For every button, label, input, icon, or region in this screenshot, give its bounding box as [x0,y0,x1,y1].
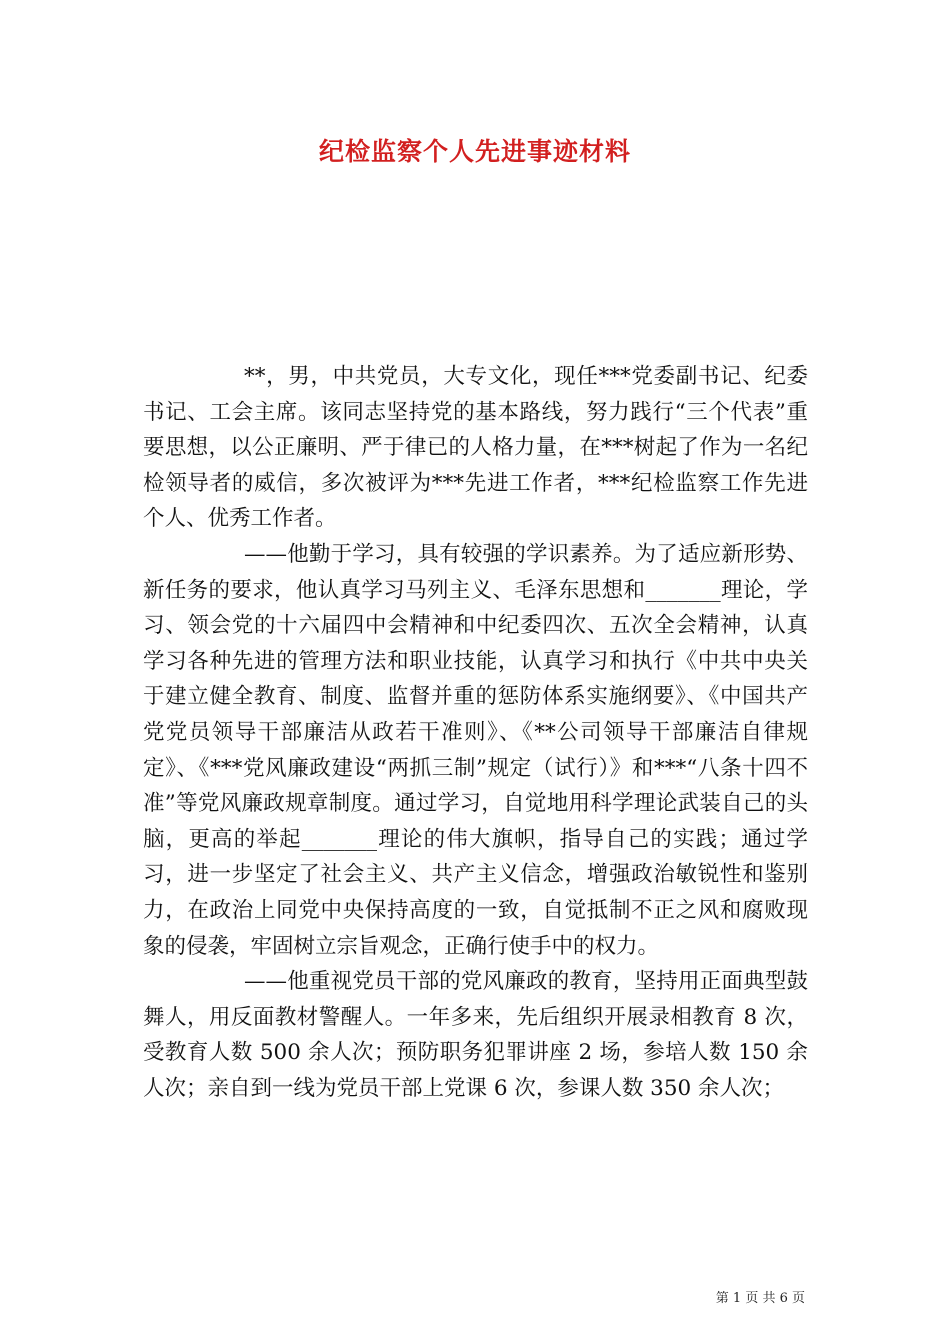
paragraph-study: ——他勤于学习，具有较强的学识素养。为了适应新形势、新任务的要求，他认真学习马列主义、毛泽东思想和_______理论，学习、领会党的十六届四中会精神和中纪委四次、五次全会精神，认真学习各种先进的管理方法和职业技能，认真学习和执行《中共中央关于建立健全教育、制度、监督并重的惩防体系实施纲要》、《中国共产党党员领导干部廉洁从政若干准则》、《**公司领导干部廉洁自律规定》、《***党风廉政建设“两抓三制”规定（试行）》和***“八条十四不准”等党风廉政规章制度。通过学习，自觉地用科学理论武装自己的头脑，更高的举起_______理论的伟大旗帜，指导自己的实践；通过学习，进一步坚定了社会主义、共产主义信念，增强政治敏锐性和鉴别力，在政治上同党中央保持高度的一致，自觉抵制不正之风和腐败现象的侵袭，牢固树立宗旨观念，正确行使手中的权力。 [143,541,808,959]
document-body [143,359,808,1106]
document-title: 纪检监察个人先进事迹材料 [318,137,631,166]
page-number-footer: 第 1 页 共 6 页 [715,1291,805,1306]
paragraph-intro: **，男，中共党员，大专文化，现任***党委副书记、纪委书记、工会主席。该同志坚持党的基本路线，努力践行“三个代表”重要思想，以公正廉明、严于律已的人格力量，在***树起了作为一名纪检领导者的威信，多次被评为***先进工作者，***纪检监察工作先进个人、优秀工作者。 [143,364,808,532]
paragraph-education: ——他重视党员干部的党风廉政的教育，坚持用正面典型鼓舞人，用反面教材警醒人。一年多来，先后组织开展录相教育 8 次，受教育人数 500 余人次；预防职务犯罪讲座 2 场，参培人数 150 余人次；亲自到一线为党员干部上党课 6 次，参课人数 350 余人次； [143,969,808,1101]
